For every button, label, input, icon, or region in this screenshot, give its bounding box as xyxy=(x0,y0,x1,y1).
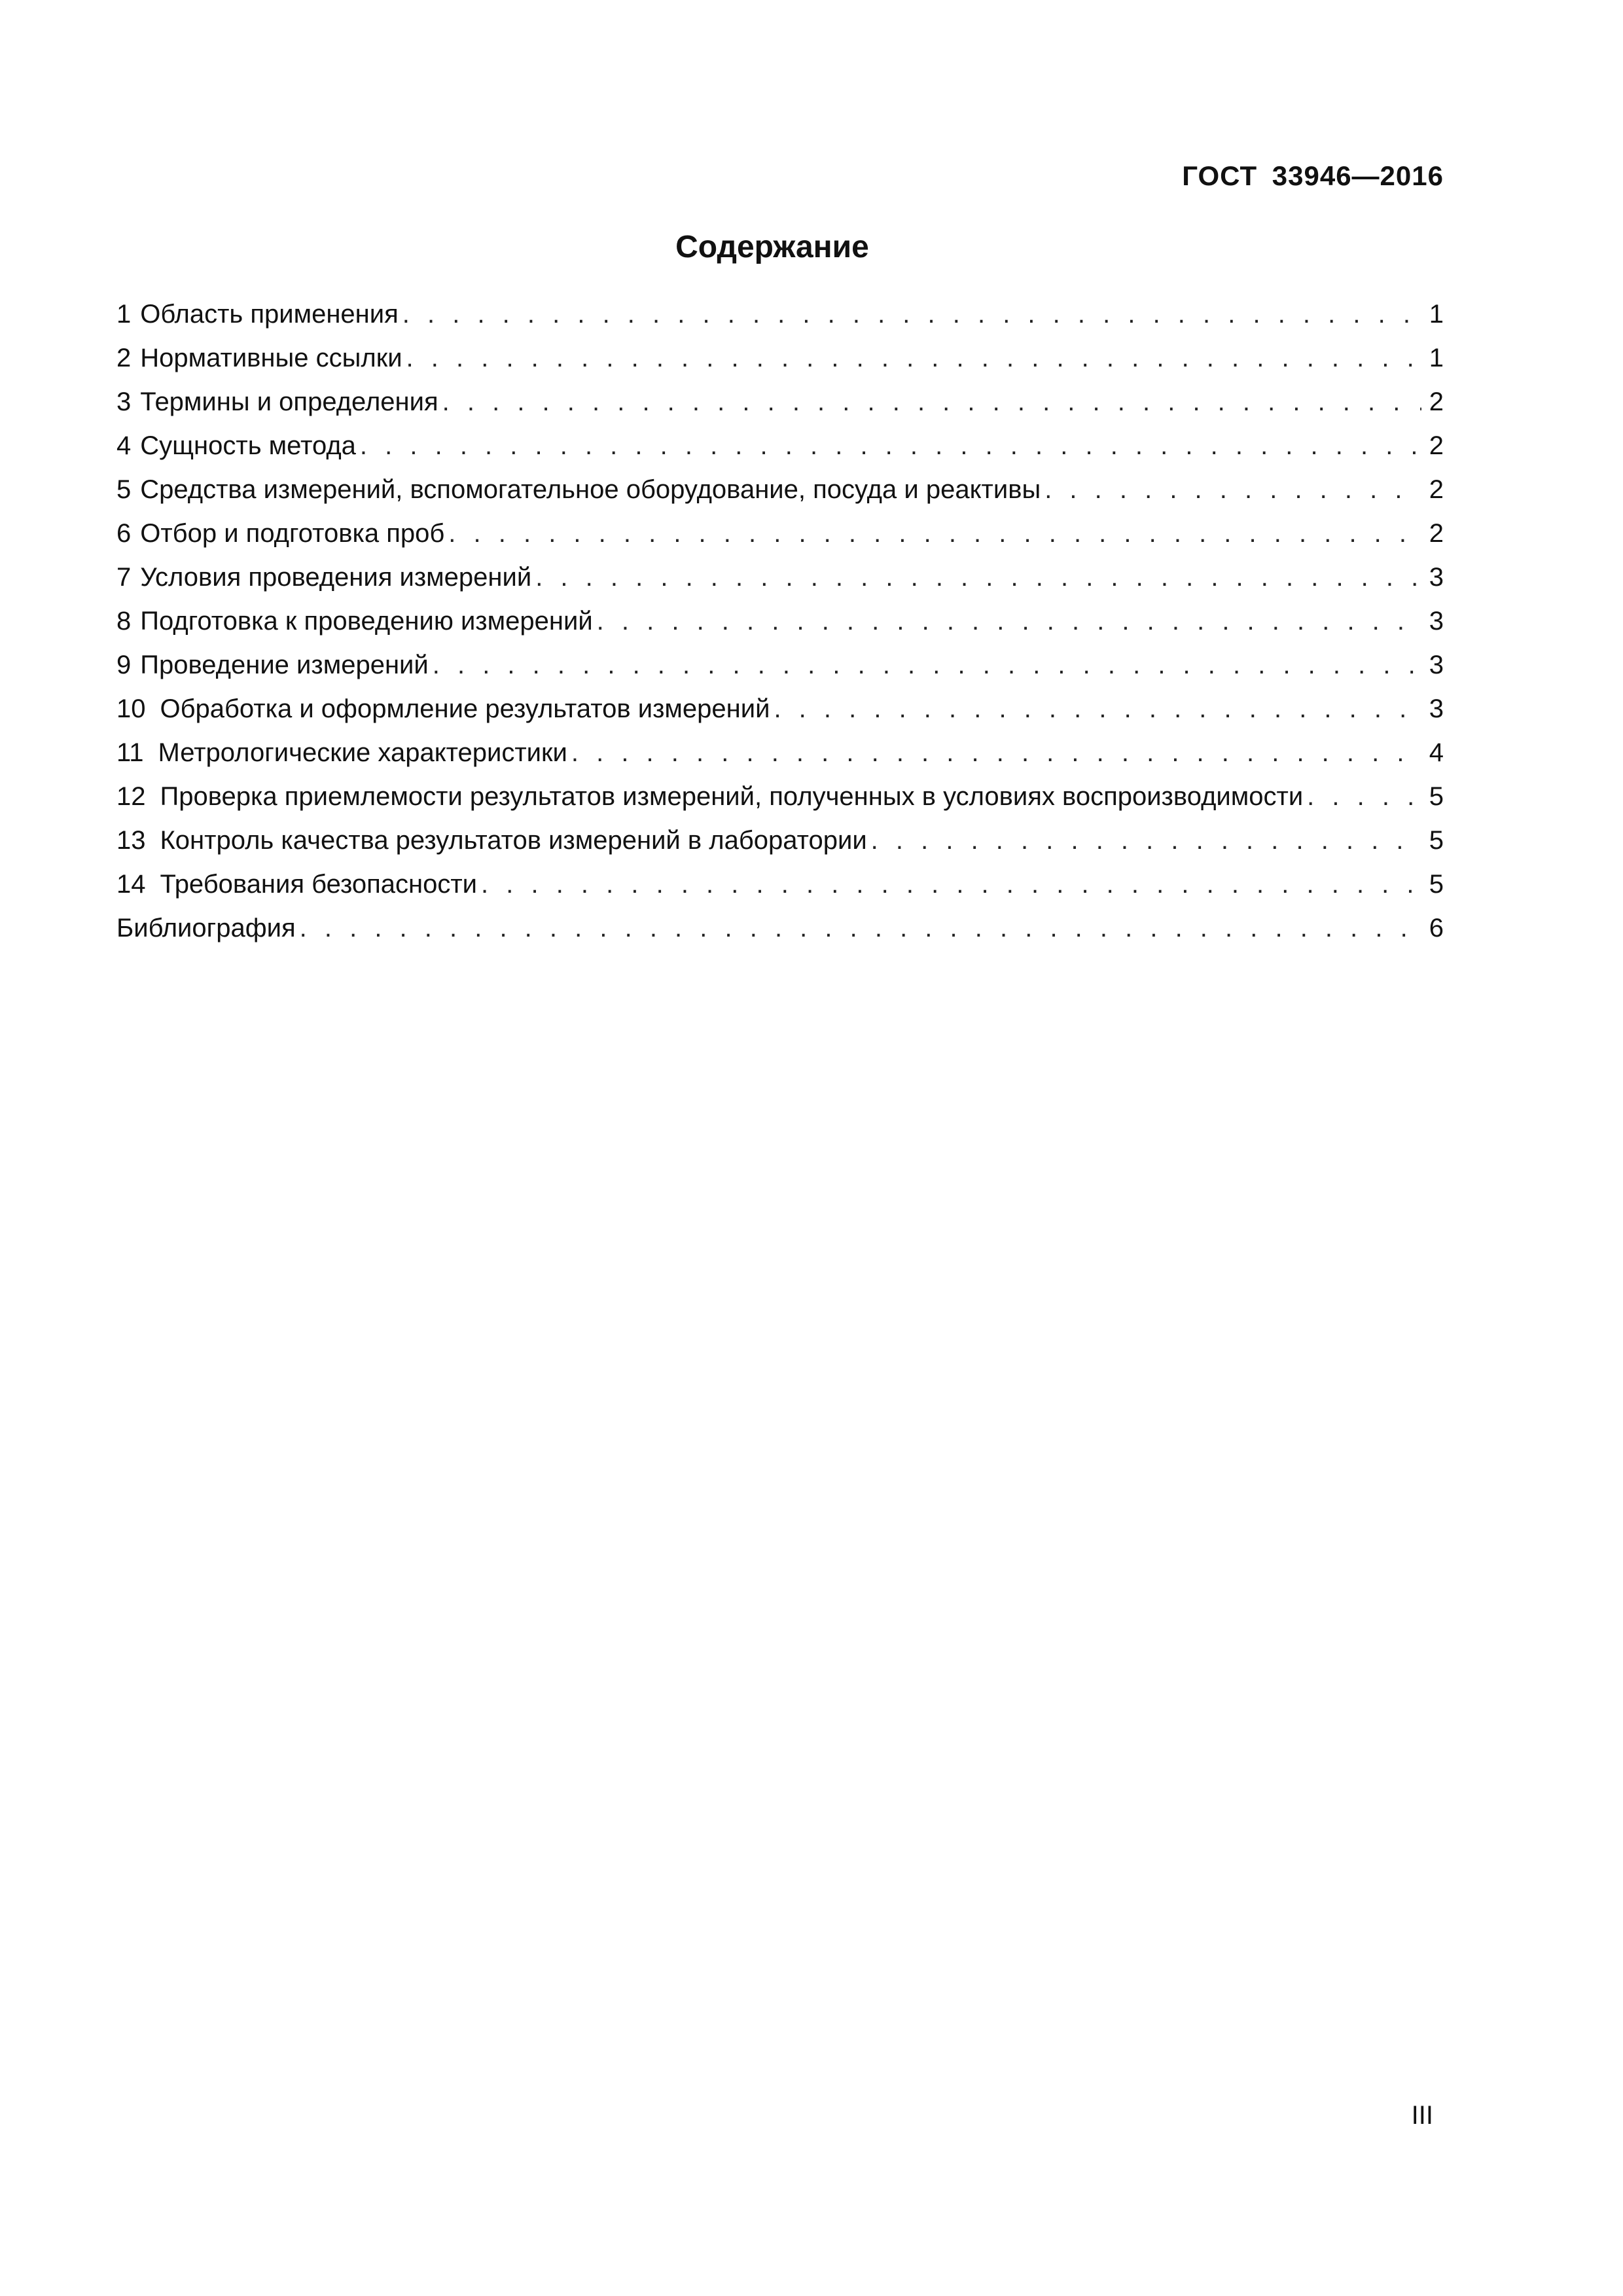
dot-leader xyxy=(871,824,1421,857)
toc-entry-title: Средства измерений, вспомогательное оборудование, посуда и реактивы xyxy=(140,475,1041,504)
dot-leader xyxy=(1044,473,1421,506)
dot-leader xyxy=(481,868,1421,901)
dot-leader xyxy=(597,605,1421,637)
toc-entry-number: 9 xyxy=(116,651,132,679)
toc-entry[interactable] xyxy=(116,780,1444,824)
toc-entry-page: 5 xyxy=(1429,870,1444,899)
toc-entry-number: 12 xyxy=(116,782,146,811)
toc-entry-number: 7 xyxy=(116,563,132,592)
toc-entry-title: Метрологические характеристики xyxy=(158,738,567,767)
toc-entry-number: 1 xyxy=(116,300,132,329)
toc-entry-number: 4 xyxy=(116,431,132,460)
toc-entry-page: 5 xyxy=(1429,782,1444,811)
toc-entry-title: Условия проведения измерений xyxy=(140,563,532,592)
toc-entry-title: Проверка приемлемости результатов измерений, полученных в условиях воспроизводимости xyxy=(160,782,1304,811)
toc-entry-bibliography[interactable] xyxy=(116,912,1444,956)
toc-entry-number: 14 xyxy=(116,870,146,899)
toc-entry[interactable] xyxy=(116,473,1444,517)
toc-entry[interactable] xyxy=(116,868,1444,912)
toc-entry-title: Библиография xyxy=(116,914,296,942)
toc-entry-title: Нормативные ссылки xyxy=(140,344,402,372)
toc-entry-number: 11 xyxy=(116,738,144,767)
toc-entry-page: 6 xyxy=(1429,914,1444,942)
toc-entry-title: Отбор и подготовка проб xyxy=(140,519,445,548)
toc-entry-page: 1 xyxy=(1429,344,1444,372)
toc-entry[interactable] xyxy=(116,517,1444,561)
dot-leader xyxy=(442,386,1421,418)
toc-entry-number: 13 xyxy=(116,826,146,855)
toc-entry-number: 2 xyxy=(116,344,132,372)
toc-entry-number: 8 xyxy=(116,607,132,636)
page-number: III xyxy=(1411,2101,1433,2130)
toc-entry-page: 2 xyxy=(1429,475,1444,504)
toc-entry-title: Обработка и оформление результатов измерений xyxy=(160,694,770,723)
dot-leader xyxy=(406,342,1421,374)
dot-leader xyxy=(774,692,1421,725)
dot-leader xyxy=(571,736,1421,769)
toc-title: Содержание xyxy=(675,230,869,264)
toc-entry-title: Контроль качества результатов измерений в лаборатории xyxy=(160,826,867,855)
toc-entry-page: 2 xyxy=(1429,387,1444,416)
toc-entry-page: 3 xyxy=(1429,651,1444,679)
dot-leader xyxy=(448,517,1421,550)
toc-entry[interactable] xyxy=(116,824,1444,868)
toc-entry[interactable] xyxy=(116,429,1444,473)
dot-leader xyxy=(300,912,1421,944)
toc-entry-number: 10 xyxy=(116,694,146,723)
toc-entry-page: 3 xyxy=(1429,607,1444,636)
toc-entry[interactable] xyxy=(116,692,1444,736)
toc-entry-page: 3 xyxy=(1429,563,1444,592)
toc-entry-title: Область применения xyxy=(140,300,399,329)
dot-leader xyxy=(402,298,1421,331)
toc-entry-page: 5 xyxy=(1429,826,1444,855)
toc-entry-title: Термины и определения xyxy=(140,387,438,416)
toc-entry-number: 6 xyxy=(116,519,132,548)
toc-entry-title: Проведение измерений xyxy=(140,651,429,679)
toc-entry-page: 2 xyxy=(1429,431,1444,460)
toc-entry[interactable] xyxy=(116,342,1444,386)
toc-entry-title: Сущность метода xyxy=(140,431,356,460)
toc-entry-page: 3 xyxy=(1429,694,1444,723)
dot-leader xyxy=(360,429,1421,462)
toc-entry-page: 1 xyxy=(1429,300,1444,329)
toc-entry[interactable] xyxy=(116,605,1444,649)
toc-entry[interactable] xyxy=(116,736,1444,780)
toc-entry-title: Подготовка к проведению измерений xyxy=(140,607,593,636)
table-of-contents xyxy=(116,298,1444,956)
toc-entry-title: Требования безопасности xyxy=(160,870,478,899)
dot-leader xyxy=(535,561,1421,594)
toc-entry[interactable] xyxy=(116,386,1444,429)
toc-entry-number: 5 xyxy=(116,475,132,504)
toc-entry[interactable] xyxy=(116,298,1444,342)
toc-entry-number: 3 xyxy=(116,387,132,416)
document-code: ГОСТ 33946—2016 xyxy=(1182,160,1444,191)
toc-entry-page: 2 xyxy=(1429,519,1444,548)
dot-leader xyxy=(433,649,1421,681)
toc-entry-page: 4 xyxy=(1429,738,1444,767)
dot-leader xyxy=(1307,780,1421,813)
toc-entry[interactable] xyxy=(116,649,1444,692)
toc-entry[interactable] xyxy=(116,561,1444,605)
